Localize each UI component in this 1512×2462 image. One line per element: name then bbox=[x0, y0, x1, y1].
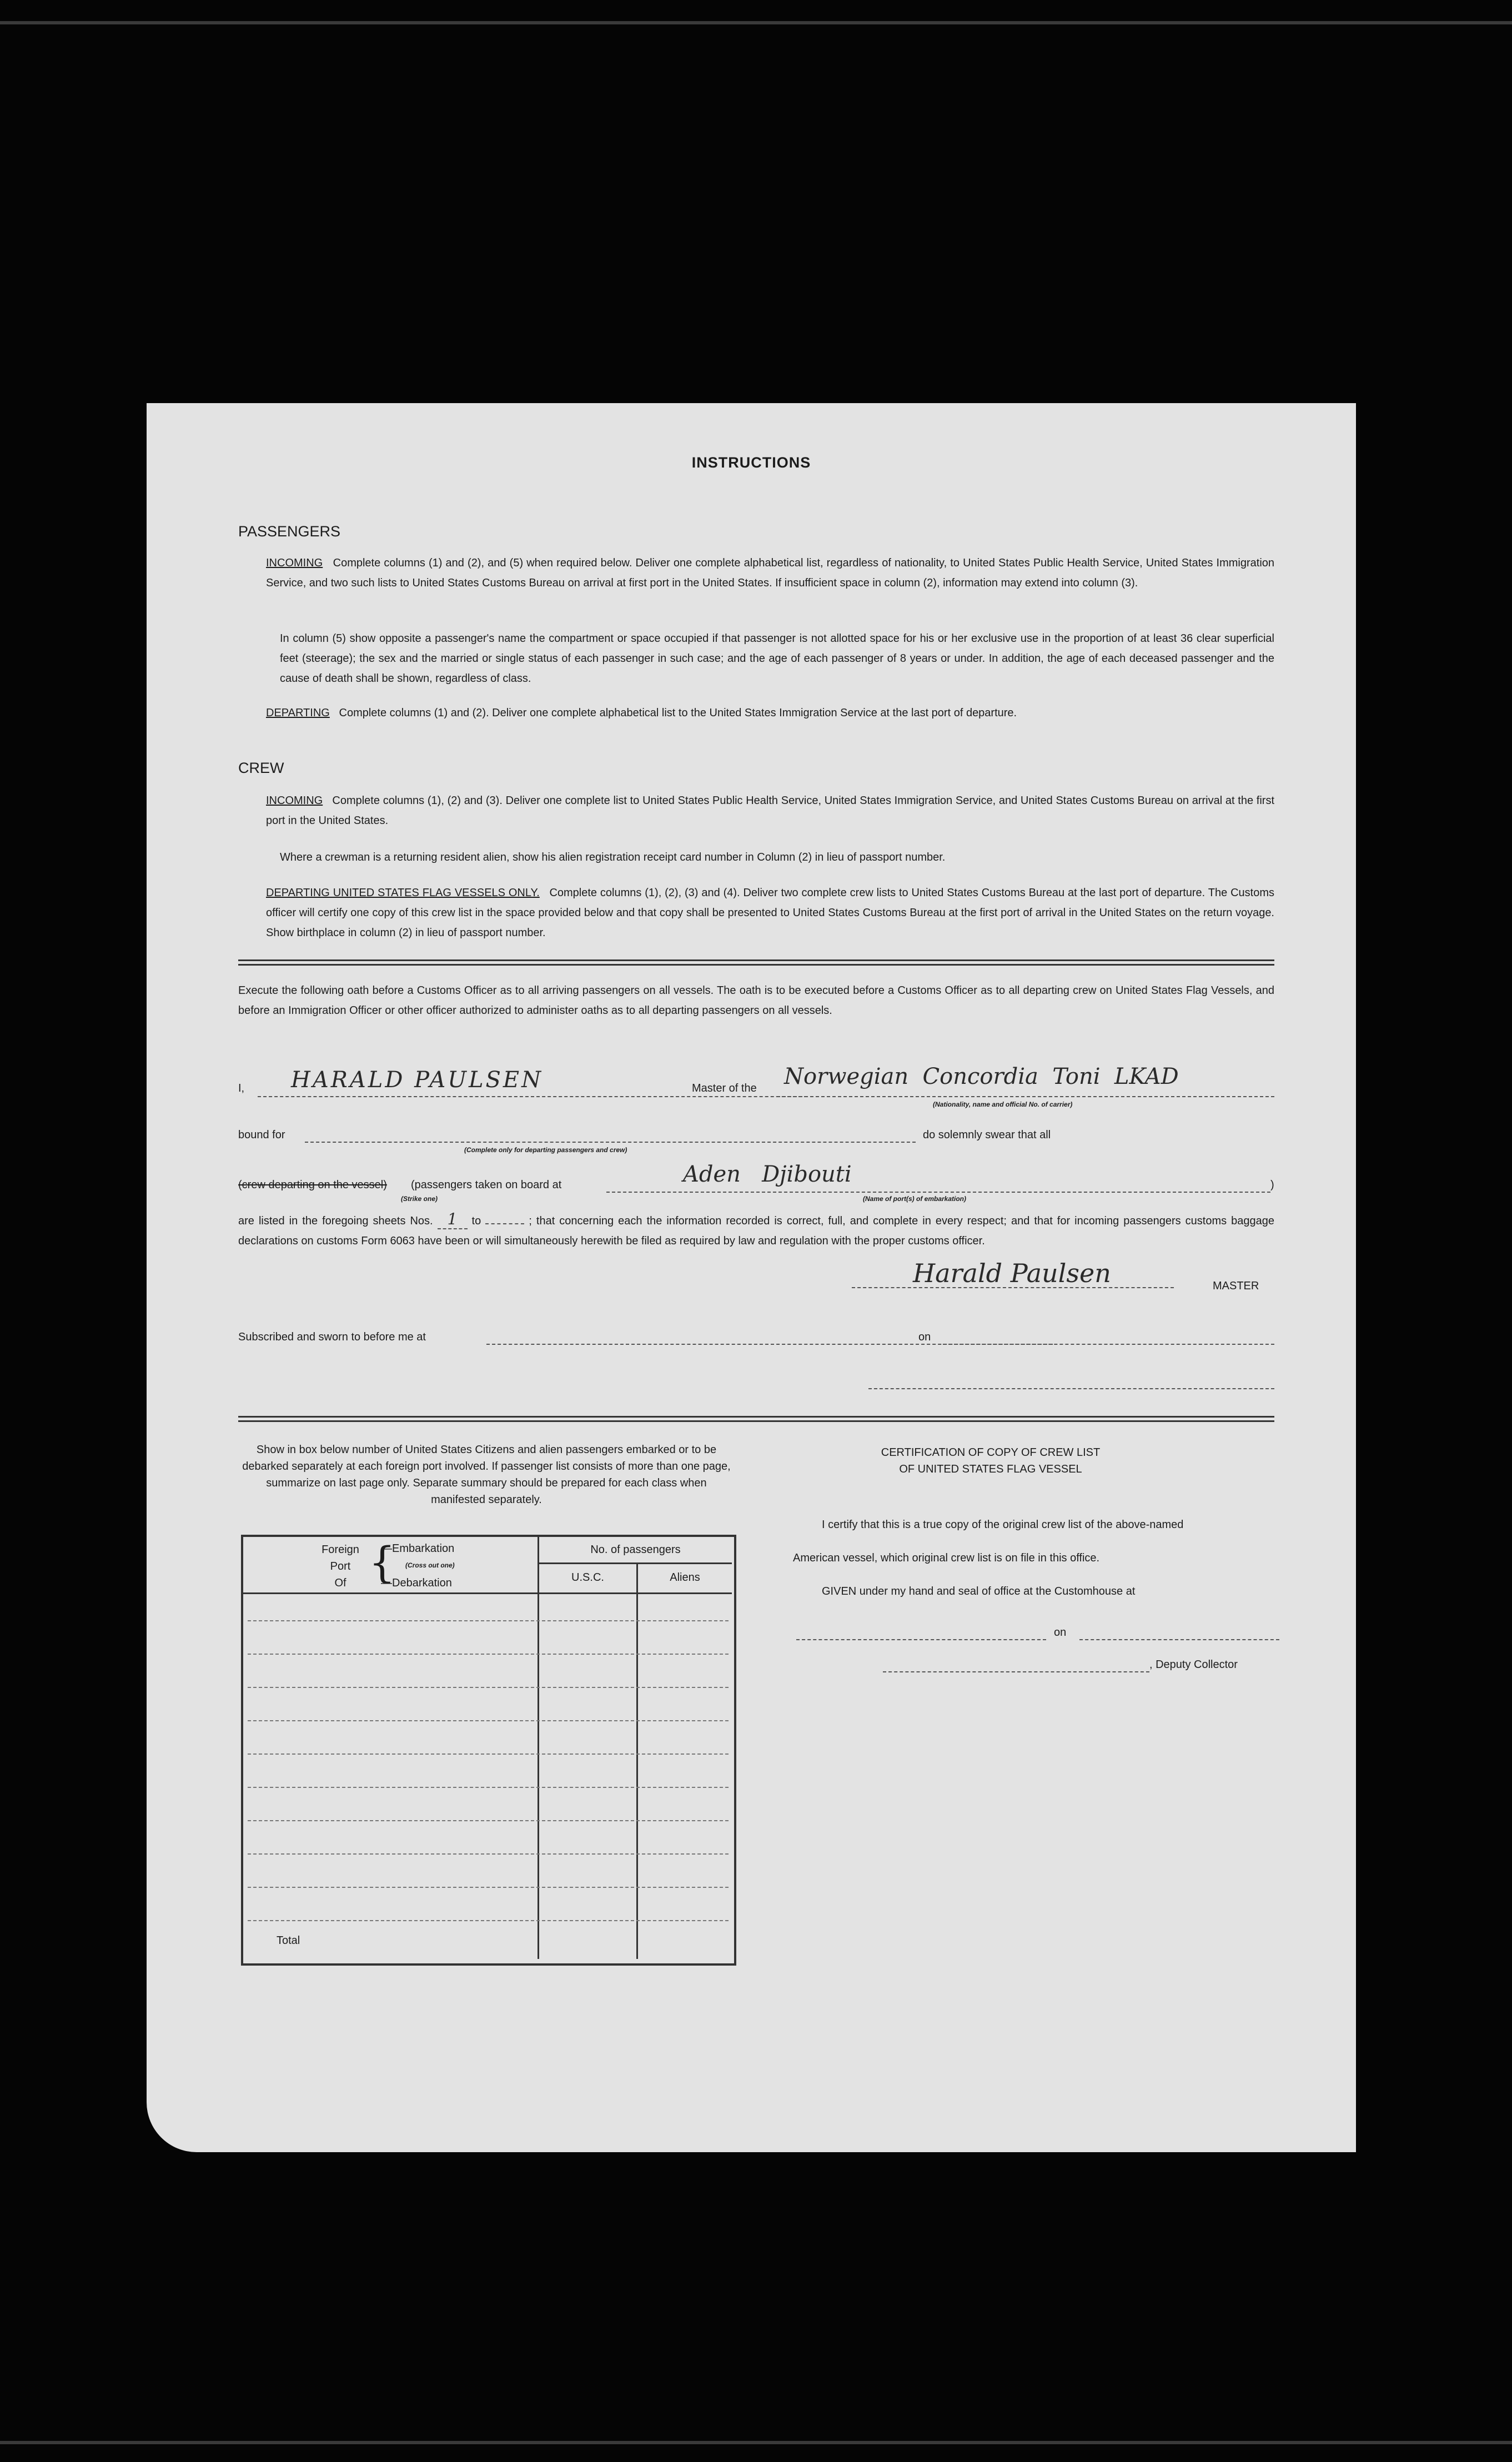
vessel-field[interactable]: Norwegian Concordia Toni LKAD bbox=[784, 1064, 1179, 1089]
passengers-taken-label: (passengers taken on board at bbox=[411, 1179, 562, 1191]
customhouse-line bbox=[796, 1639, 1046, 1640]
crew-incoming-text: Complete columns (1), (2) and (3). Deliver one complete list to United States Public Health Service, United States Immigration Service, and United States Customs Bureau on arrival at the first port in the United States. bbox=[266, 795, 1275, 827]
sheet-from-field[interactable]: 1 bbox=[438, 1210, 468, 1229]
sheet-to-field[interactable] bbox=[485, 1223, 524, 1224]
table-row[interactable] bbox=[248, 1787, 729, 1788]
aliens-header: Aliens bbox=[670, 1571, 700, 1584]
box-hline-sub bbox=[538, 1562, 732, 1564]
crew-incoming-label: INCOMING bbox=[266, 795, 323, 807]
passengers-incoming-text: Complete columns (1) and (2), and (5) when required below. Deliver one complete alphabetical list, regardless of nationality, to United States Public Health Service, United States Immigration Service, and two such lists to United States Customs Bureau on arrival at first port in the United States. If insufficient space in column (2), information may extend into column (3). bbox=[266, 557, 1275, 589]
crew-heading: CREW bbox=[238, 760, 284, 776]
certification-title-2: OF UNITED STATES FLAG VESSEL bbox=[899, 1463, 1082, 1475]
officer-signature-line bbox=[868, 1388, 1274, 1389]
strike-caption: (Strike one) bbox=[401, 1195, 438, 1203]
crew-departing-paragraph bbox=[266, 883, 1274, 943]
certification-on-label: on bbox=[1054, 1626, 1067, 1639]
vessel-caption: (Nationality, name and official No. of carrier) bbox=[933, 1101, 1073, 1108]
summary-instructions: Show in box below number of United States Citizens and alien passengers embarked or to be debarked separately at each foreign port involved. If passenger list consists of more than one page, summarize on last page only. Separate summary should be prepared for each class when manifested separately. bbox=[242, 1444, 731, 1506]
subscribed-on-label: on bbox=[918, 1331, 931, 1343]
certification-line-1: I certify that this is a true copy of the original crew list of the above-named bbox=[822, 1519, 1184, 1531]
scan-edge-top bbox=[0, 21, 1512, 24]
oath-intro: Execute the following oath before a Customs Officer as to all arriving passengers on all vessels. The oath is to be executed before a Customs Officer as to all departing crew on United States Flag Vessels, and before an Immigration Officer or other officer authorized to administer oaths as to all departing passengers on all vessels. bbox=[238, 984, 1274, 1017]
crew-departing-text: Complete columns (1), (2), (3) and (4). Deliver two complete crew lists to United States Customs Bureau at the last port of departure. The Customs officer will certify one copy of this crew list in the space provided below and that copy shall be presented to United States Customs Bureau at the first port of arrival in the United States on the return voyage. Show birthplace in column (2) in lieu of passport number. bbox=[266, 887, 1274, 939]
table-row[interactable] bbox=[248, 1887, 729, 1888]
table-row[interactable] bbox=[248, 1654, 729, 1655]
ports-line bbox=[606, 1192, 1270, 1193]
table-row[interactable] bbox=[248, 1753, 729, 1755]
col-port: Port bbox=[330, 1560, 351, 1572]
master-label: MASTER bbox=[1213, 1280, 1259, 1292]
no-passengers-header: No. of passengers bbox=[590, 1544, 681, 1556]
divider-bottom bbox=[238, 1416, 1274, 1422]
certification-title-1: CERTIFICATION OF COPY OF CREW LIST bbox=[881, 1446, 1101, 1459]
embarkation-option[interactable]: —Embarkation bbox=[381, 1542, 455, 1555]
ports-field[interactable]: Aden Djibouti bbox=[683, 1162, 852, 1187]
table-row[interactable] bbox=[248, 1687, 729, 1688]
certification-date-line bbox=[1079, 1639, 1279, 1640]
usc-header: U.S.C. bbox=[571, 1571, 604, 1584]
table-row[interactable] bbox=[248, 1620, 729, 1621]
box-vline-2 bbox=[636, 1564, 638, 1959]
vessel-line bbox=[777, 1096, 1274, 1097]
subscribed-label: Subscribed and sworn to before me at bbox=[238, 1331, 426, 1343]
box-vline-1 bbox=[538, 1537, 539, 1959]
table-row[interactable] bbox=[248, 1820, 729, 1821]
crew-resident-paragraph: Where a crewman is a returning resident alien, show his alien registration receipt card number in Column (2) in lieu of passport number. bbox=[280, 851, 946, 863]
passengers-incoming-paragraph bbox=[266, 553, 1274, 593]
bound-for-label: bound for bbox=[238, 1129, 285, 1141]
certification-line-2: American vessel, which original crew list is on file in this office. bbox=[793, 1552, 1100, 1564]
debarkation-option[interactable]: —Debarkation bbox=[381, 1577, 452, 1589]
cross-out-caption: (Cross out one) bbox=[405, 1561, 455, 1569]
divider-top bbox=[238, 959, 1274, 966]
passengers-departing-paragraph bbox=[266, 703, 1274, 723]
ports-close-paren: ) bbox=[1270, 1179, 1274, 1191]
bound-for-caption: (Complete only for departing passengers and crew) bbox=[464, 1146, 627, 1154]
passenger-summary-table bbox=[241, 1535, 736, 1966]
scan-edge-bottom bbox=[0, 2441, 1512, 2444]
master-of-label: Master of the bbox=[692, 1082, 757, 1094]
table-row[interactable] bbox=[248, 1853, 729, 1855]
table-row[interactable] bbox=[248, 1920, 729, 1921]
form-page bbox=[147, 403, 1356, 2152]
listed-line-a bbox=[238, 1209, 1274, 1251]
sheet-to-label: to bbox=[471, 1215, 481, 1227]
certification-line-3: GIVEN under my hand and seal of office at the Customhouse at bbox=[822, 1585, 1136, 1597]
table-row[interactable] bbox=[248, 1720, 729, 1721]
oath-i-label: I, bbox=[238, 1082, 245, 1094]
total-label: Total bbox=[277, 1935, 300, 1947]
passengers-heading: PASSENGERS bbox=[238, 523, 341, 540]
bound-for-line bbox=[305, 1142, 916, 1143]
deputy-collector-label: , Deputy Collector bbox=[1149, 1659, 1238, 1671]
master-name-field[interactable]: HARALD PAULSEN bbox=[291, 1067, 544, 1093]
crew-departing-label: DEPARTING UNITED STATES FLAG VESSELS ONLY. bbox=[266, 887, 540, 899]
swear-text: do solemnly swear that all bbox=[923, 1129, 1051, 1141]
box-hline-head bbox=[243, 1592, 732, 1594]
passengers-incoming-label: INCOMING bbox=[266, 557, 323, 569]
listed-text-a: are listed in the foregoing sheets Nos. bbox=[238, 1215, 433, 1227]
deputy-signature-line bbox=[883, 1671, 1149, 1672]
crew-departing-struck: (crew departing on the vessel) bbox=[238, 1179, 387, 1191]
col-of: Of bbox=[334, 1577, 346, 1589]
crew-incoming-paragraph bbox=[266, 791, 1274, 831]
master-signature[interactable]: Harald Paulsen bbox=[913, 1258, 1111, 1288]
passengers-departing-label: DEPARTING bbox=[266, 707, 330, 719]
subscribed-date-line bbox=[943, 1344, 1274, 1345]
listed-text-b: ; that concerning each the information recorded is correct, full, and complete in every respect; and that for incoming passengers customs baggage declarations on customs Form 6063 have been or will simultaneously herewith be filed as required by law and regulation with the proper customs officer. bbox=[238, 1215, 1275, 1247]
brace-icon: { bbox=[369, 1538, 396, 1587]
page-title: INSTRUCTIONS bbox=[691, 454, 811, 471]
column5-paragraph: In column (5) show opposite a passenger's name the compartment or space occupied if that passenger is not allotted space for his or her exclusive use in the proportion of at least 36 clear superficial feet (steerage); the sex and the married or single status of each passenger in such case; and the age of each passenger of 8 years or under. In addition, the age of each deceased passenger and the cause of death shall be shown, regardless of class. bbox=[280, 632, 1274, 685]
ports-caption: (Name of port(s) of embarkation) bbox=[863, 1195, 967, 1203]
passengers-departing-text: Complete columns (1) and (2). Deliver one complete alphabetical list to the United States Immigration Service at the last port of departure. bbox=[339, 707, 1017, 719]
col-foreign: Foreign bbox=[322, 1544, 359, 1556]
